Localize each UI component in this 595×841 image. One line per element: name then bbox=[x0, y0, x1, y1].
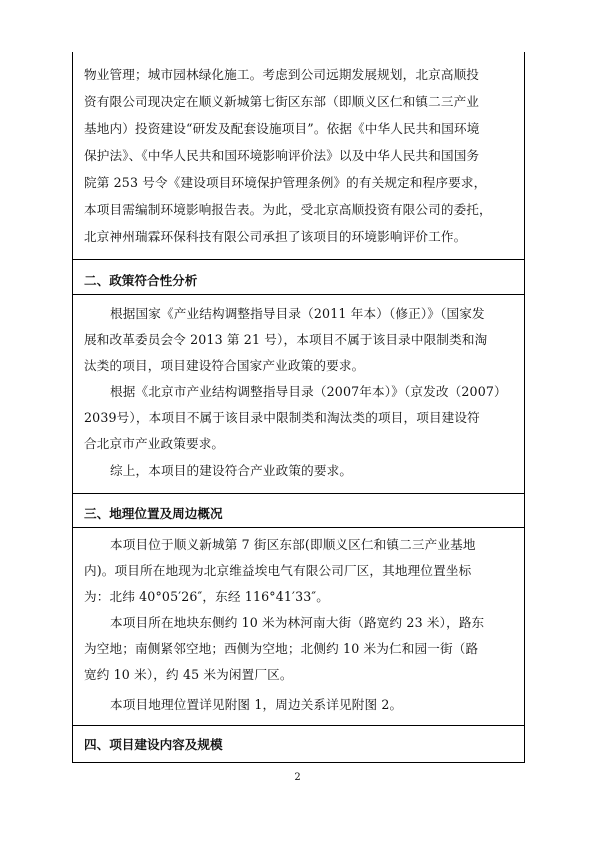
page-number: 2 bbox=[294, 772, 301, 783]
section-divider bbox=[73, 527, 524, 528]
text-line: 2039号），本项目不属于该目录中限制类和淘汰类的项目，项目建设符 bbox=[84, 410, 480, 425]
text-line: 为空地；南侧紧邻空地；西侧为空地；北侧约 10 米为仁和园一街（路 bbox=[84, 641, 479, 656]
text-line: 院第 253 号令《建设项目环境保护管理条例》的有关规定和程序要求， bbox=[84, 175, 487, 190]
section-heading-construction: 四、项目建设内容及规模 bbox=[84, 737, 223, 752]
text-line: 综上，本项目的建设符合产业政策的要求。 bbox=[110, 463, 353, 478]
text-line: 资有限公司现决定在顺义新城第七街区东部（即顺义区仁和镇二三产业 bbox=[84, 94, 480, 109]
text-line: 本项目地理位置详见附图 1，周边关系详见附图 2。 bbox=[110, 697, 403, 712]
text-line: 根据《北京市产业结构调整指导目录（2007年本）》（京发改（2007） bbox=[110, 384, 507, 399]
text-line: 基地内）投资建设“研发及配套设施项目”。依据《中华人民共和国环境 bbox=[84, 121, 480, 136]
text-line: 北京神州瑞霖环保科技有限公司承担了该项目的环境影响评价工作。 bbox=[84, 229, 467, 244]
text-line: 本项目需编制环境影响报告表。为此，受北京高顺投资有限公司的委托， bbox=[84, 202, 492, 217]
text-line: 内)。项目所在地现为北京维益埃电气有限公司厂区，其地理位置坐标 bbox=[84, 563, 472, 578]
section-heading-location: 三、地理位置及周边概况 bbox=[84, 506, 223, 521]
text-line: 本项目所在地块东侧约 10 米为林河南大街（路宽约 23 米），路东 bbox=[110, 615, 485, 630]
text-line: 根据国家《产业结构调整指导目录（2011 年本）（修正）》（国家发 bbox=[110, 306, 485, 321]
text-line: 为：北纬 40°05′26″，东经 116°41′33″。 bbox=[84, 589, 329, 604]
section-divider bbox=[73, 259, 524, 260]
section-divider bbox=[73, 493, 524, 494]
text-line: 物业管理；城市园林绿化施工。考虑到公司远期发展规划，北京高顺投 bbox=[84, 67, 480, 82]
document-frame bbox=[72, 52, 525, 763]
section-divider bbox=[73, 294, 524, 295]
text-line: 合北京市产业政策要求。 bbox=[84, 436, 225, 451]
text-line: 展和改革委员会令 2013 第 21 号），本项目不属于该目录中限制类和淘 bbox=[84, 332, 488, 347]
text-line: 汰类的项目，项目建设符合国家产业政策的要求。 bbox=[84, 358, 365, 373]
text-line: 保护法》、《中华人民共和国环境影响评价法》以及中华人民共和国国务 bbox=[84, 148, 480, 163]
text-line: 宽约 10 米），约 45 米为闲置厂区。 bbox=[84, 667, 293, 682]
text-line: 本项目位于顺义新城第 7 街区东部(即顺义区仁和镇二三产业基地 bbox=[110, 537, 476, 552]
section-heading-policy: 二、政策符合性分析 bbox=[84, 273, 198, 288]
section-divider bbox=[73, 725, 524, 726]
